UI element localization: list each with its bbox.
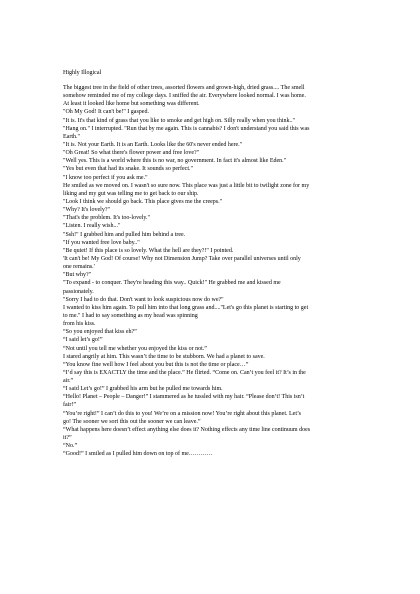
body-line: fair!” <box>63 402 76 409</box>
body-line: passionately. <box>63 288 94 295</box>
body-line: liking and my gut was telling me to get back to our ship. <box>63 190 199 197</box>
body-line: "Well yes. This is a world where this is no war, no government. In fact it's almost like Eden." <box>63 158 287 165</box>
body-line: I stared angrily at him. This wasn’t the time to be stubborn. We had a planet to save. <box>63 353 265 360</box>
body-line: go! The sooner we sort this out the sooner we can leave.” <box>63 418 201 425</box>
body-line: He smiled as we moved on. I wasn't so sure now. This place was just a little bit to twilight zone for my <box>63 182 310 189</box>
body-line: "Oh Great! So what there's flower power and free love?" <box>63 150 200 157</box>
body-line: “You know fine well how I feel about you but this is not the time or place…” <box>63 361 249 368</box>
body-line: The biggest tree in the field of other trees, assorted flowers and grown-high, dried grass.... The smell <box>63 85 305 91</box>
body-line: "If you wanted free love baby.." <box>63 239 140 246</box>
body-line: to me." I had to say something as my head was spinning <box>63 312 198 319</box>
body-line: “I’d say this is EXACTLY the time and the place.” He flirted. “Come on. Can’t you feel it? It’s in the <box>63 369 306 376</box>
body-line: “Hello! Planet – People – Danger!” I stammered as he tussled with my hair. “Please don’t! This isn’t <box>63 394 305 401</box>
body-line: "It is. It's that kind of grass that you like to smoke and get high on. Silly really when you think.." <box>63 117 295 124</box>
body-line: "To expand - to conquer. They're heading this way.. Quick!" He grabbed me and kissed me <box>63 280 281 287</box>
body-line: it?” <box>63 435 72 442</box>
body-line: “I said Let’s go!” I grabbed his arm but he pulled me towards him. <box>63 386 223 393</box>
body-line: "Be quiet! If this place is so lovely. What the hell are they?!" I pointed. <box>63 247 234 254</box>
body-line: "Hang on." I interrupted. "Run that by me again. This is cannabis? I don't understand you said this was <box>63 125 310 132</box>
body-line: "Oh My God! It can't be!" I gasped. <box>63 109 149 116</box>
document-title: Highly Illogical <box>63 70 102 76</box>
body-line: "Why? It's lovely?" <box>63 207 110 214</box>
body-line: "Ssh!" I grabbed him and pulled him behind a tree. <box>63 231 186 238</box>
body-line: “I said let’s go!” <box>63 337 103 344</box>
body-line: 'It can't be! My God! Of course! Why not Dimension Jump? Take over parallel universes until only <box>63 255 301 262</box>
body-line: "That's the problem. It's too-lovely." <box>63 215 150 222</box>
body-line: “No.” <box>63 443 78 450</box>
body-line: “Not until you tell me whether you enjoyed the kiss or not.” <box>63 345 207 352</box>
body-line: “So you enjoyed that kiss eh?” <box>63 329 137 336</box>
body-line: "Look I think we should go back. This place gives me the creeps." <box>63 198 223 205</box>
body-line: "But why?" <box>63 272 92 279</box>
body-line: "Yes but even that had its snake. It sounds so perfect." <box>63 166 193 173</box>
body-line: from his kiss. <box>63 321 96 328</box>
body-line: one remains.' <box>63 264 95 271</box>
body-line: “Good!” I smiled as I pulled him down on top of me………… <box>63 451 213 458</box>
body-line: Earth." <box>63 133 80 140</box>
body-line: I wanted to kiss him again. To pull him into that long grass and...."Let's go this planet is starting to get <box>63 304 309 311</box>
body-line: "Sorry I had to do that. Don't want to look suspicious now do we?" <box>63 296 224 303</box>
body-line: “What happens here doesn’t effect anything else does it? Nothing effects any time line continuum does <box>63 426 311 433</box>
body-line: “You’re right!” I can’t do this to you! We’re on a mission now! You’re right about this planet. Let’s <box>63 410 301 417</box>
document-body <box>63 84 363 458</box>
body-line: air.” <box>63 378 74 385</box>
body-line: "I know too perfect if you ask me." <box>63 174 148 181</box>
body-line: "Listen. I really wish..." <box>63 223 121 230</box>
body-line: At least it looked like home but something was different. <box>63 101 200 108</box>
body-line: somehow reminded me of my college days. I sniffed the air. Everywhere looked normal. I was home. <box>63 93 306 100</box>
body-line: "It is. Not your Earth. It is an Earth. Looks like the 60's never ended here." <box>63 141 243 148</box>
